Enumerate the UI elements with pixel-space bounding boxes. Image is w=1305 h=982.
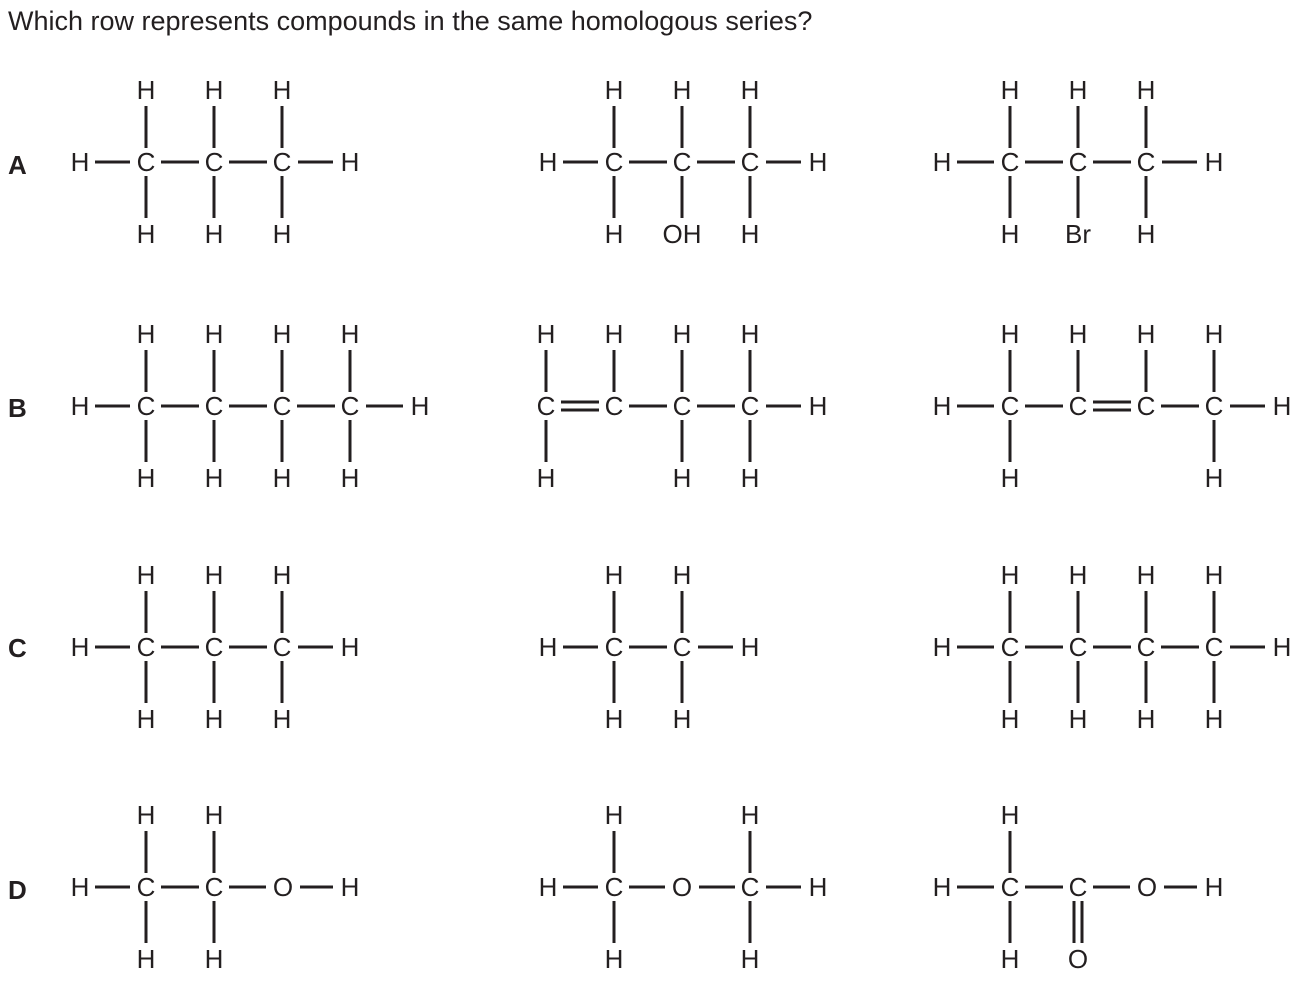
hydrogen-atom: H bbox=[538, 872, 558, 902]
hydrogen-atom: H bbox=[1136, 560, 1156, 590]
hydrogen-atom: H bbox=[1136, 319, 1156, 349]
hydrogen-atom: H bbox=[1000, 560, 1020, 590]
hydrogen-atom: H bbox=[136, 319, 156, 349]
hydrogen-atom: H bbox=[740, 319, 760, 349]
hydrogen-atom: H bbox=[410, 391, 430, 421]
hydrogen-atom: H bbox=[1000, 800, 1020, 830]
oxygen-atom: O bbox=[1067, 944, 1089, 974]
hydrogen-atom: H bbox=[204, 219, 224, 249]
hydrogen-atom: H bbox=[740, 800, 760, 830]
carbon-atom: C bbox=[204, 872, 224, 902]
carbon-atom: C bbox=[740, 147, 760, 177]
hydrogen-atom: H bbox=[538, 147, 558, 177]
hydrogen-atom: H bbox=[340, 632, 360, 662]
carbon-atom: C bbox=[1000, 147, 1020, 177]
carbon-atom: C bbox=[1136, 391, 1156, 421]
option-label-d[interactable]: D bbox=[8, 875, 27, 905]
hydrogen-atom: H bbox=[604, 560, 624, 590]
carbon-atom: C bbox=[1000, 391, 1020, 421]
carbon-atom: C bbox=[136, 391, 156, 421]
carbon-atom: C bbox=[604, 872, 624, 902]
hydrogen-atom: H bbox=[1000, 944, 1020, 974]
hydrogen-atom: H bbox=[1204, 463, 1224, 493]
structure-d3-ethanoic-acid bbox=[933, 800, 1224, 974]
hydrogen-atom: H bbox=[932, 391, 952, 421]
hydrogen-atom: H bbox=[272, 704, 292, 734]
oxygen-atom: O bbox=[272, 872, 294, 902]
carbon-atom: C bbox=[272, 147, 292, 177]
carbon-atom: C bbox=[1204, 632, 1224, 662]
option-label-b[interactable]: B bbox=[8, 393, 27, 423]
structure-a3-2-bromopropane bbox=[933, 75, 1224, 249]
carbon-atom: C bbox=[272, 391, 292, 421]
structure-b2-but-1-ene bbox=[537, 319, 828, 493]
carbon-atom: C bbox=[1068, 391, 1088, 421]
hydrogen-atom: H bbox=[136, 463, 156, 493]
hydrogen-atom: H bbox=[1000, 219, 1020, 249]
hydrogen-atom: H bbox=[1136, 704, 1156, 734]
carbon-atom: C bbox=[204, 147, 224, 177]
hydrogen-atom: H bbox=[272, 463, 292, 493]
structure-c2-ethane bbox=[539, 560, 760, 734]
hydrogen-atom: H bbox=[808, 147, 828, 177]
carbon-atom: C bbox=[1000, 632, 1020, 662]
hydrogen-atom: H bbox=[672, 704, 692, 734]
hydrogen-atom: H bbox=[932, 872, 952, 902]
hydrogen-atom: H bbox=[204, 75, 224, 105]
carbon-atom: C bbox=[672, 632, 692, 662]
hydroxyl-group: OH bbox=[662, 219, 702, 249]
carbon-atom: C bbox=[136, 632, 156, 662]
hydrogen-atom: H bbox=[272, 75, 292, 105]
hydrogen-atom: H bbox=[272, 319, 292, 349]
question-text: Which row represents compounds in the same homologous series? bbox=[8, 6, 813, 36]
hydrogen-atom: H bbox=[1204, 147, 1224, 177]
hydrogen-atom: H bbox=[1000, 75, 1020, 105]
hydrogen-atom: H bbox=[1204, 872, 1224, 902]
carbon-atom: C bbox=[204, 391, 224, 421]
bromine-atom: Br bbox=[1065, 219, 1091, 249]
hydrogen-atom: H bbox=[932, 147, 952, 177]
carbon-atom: C bbox=[672, 391, 692, 421]
hydrogen-atom: H bbox=[1068, 319, 1088, 349]
hydrogen-atom: H bbox=[536, 319, 556, 349]
hydrogen-atom: H bbox=[136, 800, 156, 830]
carbon-atom: C bbox=[672, 147, 692, 177]
hydrogen-atom: H bbox=[204, 944, 224, 974]
hydrogen-atom: H bbox=[70, 391, 90, 421]
hydrogen-atom: H bbox=[204, 319, 224, 349]
hydrogen-atom: H bbox=[1000, 463, 1020, 493]
hydrogen-atom: H bbox=[1204, 704, 1224, 734]
hydrogen-atom: H bbox=[740, 632, 760, 662]
hydrogen-atom: H bbox=[1000, 704, 1020, 734]
hydrogen-atom: H bbox=[604, 800, 624, 830]
hydrogen-atom: H bbox=[1204, 560, 1224, 590]
structure-d2-methoxymethane bbox=[539, 800, 828, 974]
hydrogen-atom: H bbox=[538, 632, 558, 662]
hydrogen-atom: H bbox=[136, 219, 156, 249]
option-label-a[interactable]: A bbox=[8, 150, 27, 180]
hydrogen-atom: H bbox=[340, 463, 360, 493]
carbon-atom: C bbox=[1068, 147, 1088, 177]
carbon-atom: C bbox=[604, 147, 624, 177]
hydrogen-atom: H bbox=[672, 560, 692, 590]
hydrogen-atom: H bbox=[604, 219, 624, 249]
carbon-atom: C bbox=[272, 632, 292, 662]
carbon-atom: C bbox=[1136, 147, 1156, 177]
hydrogen-atom: H bbox=[340, 319, 360, 349]
hydrogen-atom: H bbox=[70, 632, 90, 662]
carbon-atom: C bbox=[740, 872, 760, 902]
hydrogen-atom: H bbox=[740, 463, 760, 493]
hydrogen-atom: H bbox=[204, 560, 224, 590]
hydrogen-atom: H bbox=[1000, 319, 1020, 349]
carbon-atom: C bbox=[1136, 632, 1156, 662]
oxygen-atom: O bbox=[1136, 872, 1158, 902]
carbon-atom: C bbox=[604, 632, 624, 662]
option-label-c[interactable]: C bbox=[8, 633, 27, 663]
hydrogen-atom: H bbox=[204, 463, 224, 493]
carbon-atom: C bbox=[340, 391, 360, 421]
hydrogen-atom: H bbox=[672, 463, 692, 493]
carbon-atom: C bbox=[1204, 391, 1224, 421]
hydrogen-atom: H bbox=[136, 944, 156, 974]
structure-c1-propane bbox=[71, 560, 360, 734]
structure-b3-but-2-ene bbox=[933, 319, 1292, 493]
hydrogen-atom: H bbox=[272, 219, 292, 249]
hydrogen-atom: H bbox=[604, 944, 624, 974]
hydrogen-atom: H bbox=[1204, 319, 1224, 349]
structure-c3-butane bbox=[933, 560, 1292, 734]
hydrogen-atom: H bbox=[1136, 219, 1156, 249]
hydrogen-atom: H bbox=[808, 391, 828, 421]
hydrogen-atom: H bbox=[604, 319, 624, 349]
carbon-atom: C bbox=[1068, 632, 1088, 662]
hydrogen-atom: H bbox=[808, 872, 828, 902]
hydrogen-atom: H bbox=[672, 75, 692, 105]
hydrogen-atom: H bbox=[1136, 75, 1156, 105]
hydrogen-atom: H bbox=[136, 75, 156, 105]
carbon-atom: C bbox=[204, 632, 224, 662]
hydrogen-atom: H bbox=[672, 319, 692, 349]
hydrogen-atom: H bbox=[204, 800, 224, 830]
hydrogen-atom: H bbox=[70, 872, 90, 902]
carbon-atom: C bbox=[536, 391, 556, 421]
hydrogen-atom: H bbox=[136, 704, 156, 734]
hydrogen-atom: H bbox=[1272, 391, 1292, 421]
hydrogen-atom: H bbox=[272, 560, 292, 590]
structure-a2-propan-2-ol bbox=[539, 75, 828, 249]
hydrogen-atom: H bbox=[740, 944, 760, 974]
carbon-atom: C bbox=[1000, 872, 1020, 902]
hydrogen-atom: H bbox=[604, 75, 624, 105]
structure-d1-ethanol bbox=[71, 800, 360, 974]
carbon-atom: C bbox=[136, 872, 156, 902]
hydrogen-atom: H bbox=[1068, 704, 1088, 734]
hydrogen-atom: H bbox=[340, 147, 360, 177]
structure-a1-propane bbox=[71, 75, 360, 249]
hydrogen-atom: H bbox=[604, 704, 624, 734]
carbon-atom: C bbox=[1068, 872, 1088, 902]
hydrogen-atom: H bbox=[204, 704, 224, 734]
hydrogen-atom: H bbox=[740, 75, 760, 105]
structure-b1-butane bbox=[71, 319, 430, 493]
carbon-atom: C bbox=[604, 391, 624, 421]
hydrogen-atom: H bbox=[932, 632, 952, 662]
hydrogen-atom: H bbox=[740, 219, 760, 249]
hydrogen-atom: H bbox=[340, 872, 360, 902]
hydrogen-atom: H bbox=[136, 560, 156, 590]
carbon-atom: C bbox=[740, 391, 760, 421]
hydrogen-atom: H bbox=[1068, 560, 1088, 590]
hydrogen-atom: H bbox=[536, 463, 556, 493]
oxygen-atom: O bbox=[671, 872, 693, 902]
hydrogen-atom: H bbox=[70, 147, 90, 177]
carbon-atom: C bbox=[136, 147, 156, 177]
hydrogen-atom: H bbox=[1272, 632, 1292, 662]
hydrogen-atom: H bbox=[1068, 75, 1088, 105]
